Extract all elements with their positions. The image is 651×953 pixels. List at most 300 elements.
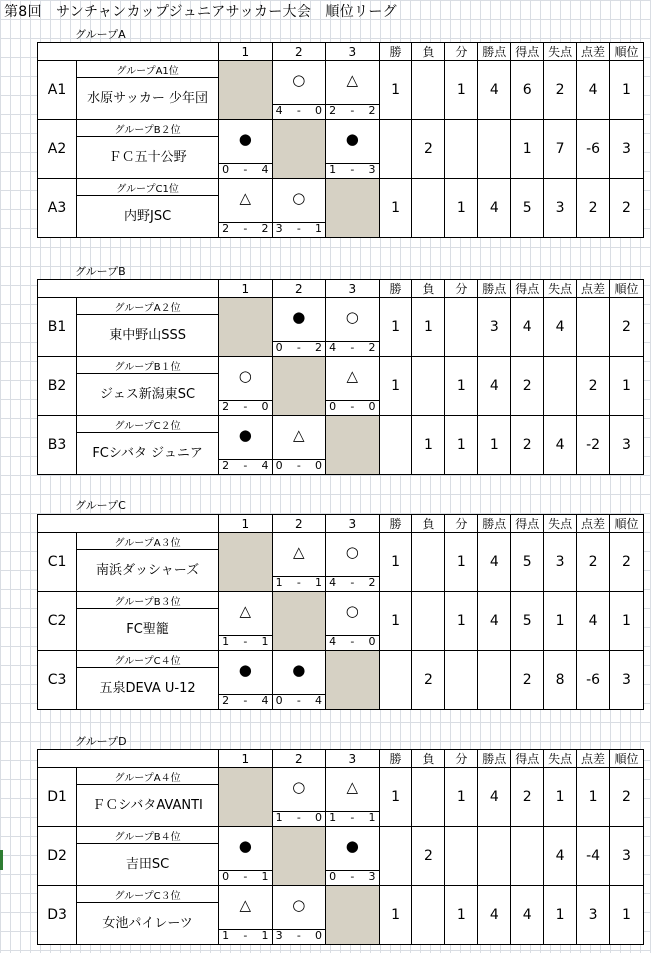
team-code: A3 — [38, 179, 77, 238]
column-header: 失点 — [544, 280, 577, 298]
column-header: 得点 — [511, 750, 544, 768]
rank: 1 — [610, 61, 644, 120]
goal-diff: -6 — [577, 651, 610, 710]
match-result — [326, 357, 380, 416]
score-part: 2 — [315, 341, 323, 354]
team-row — [38, 827, 644, 844]
points — [478, 120, 511, 179]
points: 3 — [478, 298, 511, 357]
column-header: 勝 — [379, 515, 412, 533]
goals-for: 4 — [511, 298, 544, 357]
match-score — [326, 341, 379, 355]
goals-for: 6 — [511, 61, 544, 120]
self-match-cell — [326, 179, 380, 238]
goals-for: 1 — [511, 120, 544, 179]
match-result — [272, 61, 326, 120]
score-part: 0 — [315, 929, 323, 942]
score-part: 2 — [222, 222, 230, 235]
score-part: 4 — [315, 694, 323, 707]
match-score — [326, 576, 379, 590]
score-part: - — [350, 163, 355, 176]
self-match-cell — [219, 533, 273, 592]
result-symbol: ● — [238, 837, 252, 855]
score-part: - — [243, 870, 248, 883]
match-result — [219, 651, 273, 710]
match-result — [219, 179, 273, 238]
score-part: 1 — [222, 635, 230, 648]
column-header: 負 — [412, 43, 445, 61]
goal-diff: 2 — [577, 533, 610, 592]
score-part: 4 — [261, 459, 269, 472]
result-symbol: ● — [292, 661, 306, 679]
losses — [412, 886, 445, 945]
score-part: 0 — [275, 459, 283, 472]
draws — [445, 651, 478, 710]
team-row — [38, 886, 644, 903]
score-part: - — [296, 811, 301, 824]
score-part: - — [350, 400, 355, 413]
team-name: ＦＣ五十公野 — [77, 137, 219, 179]
goals-against: 1 — [544, 886, 577, 945]
team-row — [38, 651, 644, 668]
score-part: 1 — [275, 576, 283, 589]
column-header: 得点 — [511, 515, 544, 533]
points: 4 — [478, 592, 511, 651]
score-part: 0 — [275, 341, 283, 354]
score-part: - — [296, 929, 301, 942]
score-part: 1 — [261, 870, 269, 883]
score-part: 0 — [368, 635, 376, 648]
score-part: 1 — [261, 929, 269, 942]
match-result — [272, 768, 326, 827]
draws — [445, 120, 478, 179]
score-part: 3 — [275, 222, 283, 235]
score-part: 1 — [275, 811, 283, 824]
result-symbol: △ — [346, 367, 359, 385]
column-header: 失点 — [544, 43, 577, 61]
draws — [445, 298, 478, 357]
losses: 1 — [412, 416, 445, 475]
points: 4 — [478, 61, 511, 120]
score-part: 4 — [329, 635, 337, 648]
column-header: 3 — [326, 280, 380, 298]
goal-diff — [577, 298, 610, 357]
score-part: 1 — [222, 929, 230, 942]
match-result — [272, 416, 326, 475]
match-result — [272, 886, 326, 945]
team-name: 内野JSC — [77, 196, 219, 238]
column-header: 1 — [219, 43, 273, 61]
score-part: 2 — [222, 459, 230, 472]
draws: 1 — [445, 416, 478, 475]
result-symbol: ● — [345, 130, 359, 148]
column-header: 点差 — [577, 750, 610, 768]
score-part: 2 — [222, 694, 230, 707]
match-result — [219, 416, 273, 475]
rank: 3 — [610, 651, 644, 710]
score-part: - — [296, 694, 301, 707]
wins: 1 — [379, 357, 412, 416]
group-table — [37, 514, 644, 710]
rank: 3 — [610, 827, 644, 886]
result-symbol: ● — [292, 308, 306, 326]
column-header: 勝点 — [478, 43, 511, 61]
result-symbol: ○ — [292, 778, 306, 796]
team-row — [38, 357, 644, 374]
self-match-cell — [272, 120, 326, 179]
losses — [412, 179, 445, 238]
column-header: 3 — [326, 750, 380, 768]
match-result — [326, 768, 380, 827]
score-part: 4 — [261, 694, 269, 707]
goal-diff: -6 — [577, 120, 610, 179]
goal-diff: 1 — [577, 768, 610, 827]
team-code: D2 — [38, 827, 77, 886]
goals-for: 2 — [511, 357, 544, 416]
goals-for: 5 — [511, 179, 544, 238]
rank: 1 — [610, 886, 644, 945]
seed-label: グループA２位 — [77, 298, 219, 315]
column-header: 分 — [445, 750, 478, 768]
score-part: 4 — [261, 163, 269, 176]
goals-for: 5 — [511, 533, 544, 592]
column-header: 順位 — [610, 515, 644, 533]
score-part: - — [243, 635, 248, 648]
score-part: 1 — [329, 163, 337, 176]
draws: 1 — [445, 179, 478, 238]
result-symbol: ○ — [292, 189, 306, 207]
match-score — [219, 163, 272, 177]
team-name: 吉田SC — [77, 844, 219, 886]
column-header: 失点 — [544, 515, 577, 533]
score-part: 3 — [368, 870, 376, 883]
goals-against: 8 — [544, 651, 577, 710]
match-score — [326, 870, 379, 884]
match-score — [219, 400, 272, 414]
losses — [412, 768, 445, 827]
score-part: 3 — [275, 929, 283, 942]
column-header: 勝 — [379, 280, 412, 298]
score-part: 2 — [368, 576, 376, 589]
seed-label: グループC1位 — [77, 179, 219, 196]
column-header: 点差 — [577, 43, 610, 61]
wins — [379, 651, 412, 710]
team-code: B1 — [38, 298, 77, 357]
match-result — [272, 298, 326, 357]
goals-for — [511, 827, 544, 886]
team-code: C1 — [38, 533, 77, 592]
match-result — [326, 298, 380, 357]
team-code: B2 — [38, 357, 77, 416]
seed-label: グループB２位 — [77, 120, 219, 137]
score-part: - — [350, 341, 355, 354]
match-score — [326, 163, 379, 177]
points: 4 — [478, 179, 511, 238]
self-match-cell — [219, 298, 273, 357]
result-symbol: △ — [239, 896, 252, 914]
team-row — [38, 298, 644, 315]
match-score — [326, 811, 379, 825]
rank: 1 — [610, 592, 644, 651]
goal-diff: 4 — [577, 61, 610, 120]
score-part: 2 — [329, 104, 337, 117]
goals-against: 3 — [544, 179, 577, 238]
losses — [412, 592, 445, 651]
wins: 1 — [379, 592, 412, 651]
self-match-cell — [326, 416, 380, 475]
score-part: - — [296, 576, 301, 589]
seed-label: グループC２位 — [77, 416, 219, 433]
match-result — [219, 120, 273, 179]
score-part: - — [243, 163, 248, 176]
seed-label: グループB４位 — [77, 827, 219, 844]
header-corner — [38, 750, 219, 768]
column-header: 順位 — [610, 280, 644, 298]
column-header: 順位 — [610, 43, 644, 61]
goals-against: 1 — [544, 592, 577, 651]
wins — [379, 416, 412, 475]
team-row — [38, 768, 644, 785]
column-header: 得点 — [511, 43, 544, 61]
team-code: C3 — [38, 651, 77, 710]
points: 4 — [478, 886, 511, 945]
self-match-cell — [326, 651, 380, 710]
goals-against: 4 — [544, 416, 577, 475]
score-part: 4 — [329, 341, 337, 354]
draws: 1 — [445, 592, 478, 651]
losses: 1 — [412, 298, 445, 357]
column-header: 勝点 — [478, 280, 511, 298]
column-header: 負 — [412, 515, 445, 533]
score-part: - — [296, 222, 301, 235]
result-symbol: ● — [238, 130, 252, 148]
column-header: 2 — [272, 280, 326, 298]
score-part: - — [243, 694, 248, 707]
draws: 1 — [445, 61, 478, 120]
score-part: - — [350, 811, 355, 824]
team-row — [38, 592, 644, 609]
score-part: - — [350, 635, 355, 648]
points — [478, 651, 511, 710]
goal-diff: -2 — [577, 416, 610, 475]
losses: 2 — [412, 827, 445, 886]
score-part: 4 — [275, 104, 283, 117]
result-symbol: ○ — [345, 543, 359, 561]
score-part: 1 — [368, 811, 376, 824]
team-code: A1 — [38, 61, 77, 120]
goals-against: 7 — [544, 120, 577, 179]
page-title: 第8回 サンチャンカップジュニアサッカー大会 順位リーグ — [4, 4, 397, 20]
team-name: 東中野山SSS — [77, 315, 219, 357]
match-result — [219, 592, 273, 651]
draws: 1 — [445, 533, 478, 592]
score-part: - — [350, 576, 355, 589]
match-result — [219, 357, 273, 416]
score-part: 0 — [329, 870, 337, 883]
score-part: 0 — [275, 694, 283, 707]
draws: 1 — [445, 886, 478, 945]
header-row — [38, 280, 644, 298]
losses — [412, 61, 445, 120]
column-header: 順位 — [610, 750, 644, 768]
goals-for: 5 — [511, 592, 544, 651]
group-label: グループA — [75, 28, 126, 41]
seed-label: グループB３位 — [77, 592, 219, 609]
team-code: A2 — [38, 120, 77, 179]
score-part: - — [296, 104, 301, 117]
column-header: 勝 — [379, 750, 412, 768]
goals-against: 1 — [544, 768, 577, 827]
header-corner — [38, 43, 219, 61]
group-table — [37, 749, 644, 945]
match-score — [219, 929, 272, 943]
seed-label: グループA３位 — [77, 533, 219, 550]
points: 4 — [478, 768, 511, 827]
column-header: 1 — [219, 750, 273, 768]
team-name: FC聖籠 — [77, 609, 219, 651]
goal-diff: 2 — [577, 179, 610, 238]
team-name: ジェス新潟東SC — [77, 374, 219, 416]
wins: 1 — [379, 298, 412, 357]
result-symbol: ● — [345, 837, 359, 855]
match-score — [273, 459, 326, 473]
goals-for: 2 — [511, 768, 544, 827]
column-header: 負 — [412, 280, 445, 298]
score-part: 1 — [315, 576, 323, 589]
score-part: - — [243, 929, 248, 942]
group-label: グループD — [75, 735, 127, 748]
group-table — [37, 279, 644, 475]
draws: 1 — [445, 768, 478, 827]
wins — [379, 827, 412, 886]
result-symbol: ● — [238, 426, 252, 444]
team-name: 水原サッカー 少年団 — [77, 78, 219, 120]
result-symbol: ○ — [292, 896, 306, 914]
wins: 1 — [379, 533, 412, 592]
score-part: 2 — [368, 341, 376, 354]
seed-label: グループA４位 — [77, 768, 219, 785]
self-match-cell — [272, 827, 326, 886]
score-part: 0 — [222, 163, 230, 176]
goals-against — [544, 357, 577, 416]
self-match-cell — [272, 592, 326, 651]
score-part: - — [350, 870, 355, 883]
self-match-cell — [219, 768, 273, 827]
match-score — [219, 459, 272, 473]
column-header: 失点 — [544, 750, 577, 768]
goals-against: 4 — [544, 298, 577, 357]
goals-for: 2 — [511, 651, 544, 710]
column-header: 1 — [219, 515, 273, 533]
column-header: 勝点 — [478, 750, 511, 768]
team-name: FCシバタ ジュニア — [77, 433, 219, 475]
score-part: 0 — [368, 400, 376, 413]
points: 1 — [478, 416, 511, 475]
group-label: グループC — [75, 499, 126, 512]
match-score — [219, 694, 272, 708]
losses — [412, 533, 445, 592]
result-symbol: ○ — [292, 71, 306, 89]
score-part: 1 — [329, 811, 337, 824]
match-result — [326, 120, 380, 179]
result-symbol: △ — [293, 426, 305, 444]
score-part: 0 — [315, 811, 323, 824]
result-symbol: △ — [346, 71, 359, 89]
self-match-cell — [219, 61, 273, 120]
header-row — [38, 750, 644, 768]
match-score — [273, 576, 326, 590]
rank: 2 — [610, 533, 644, 592]
column-header: 分 — [445, 280, 478, 298]
losses — [412, 357, 445, 416]
goal-diff: 4 — [577, 592, 610, 651]
wins: 1 — [379, 886, 412, 945]
match-score — [326, 635, 379, 649]
column-header: 点差 — [577, 280, 610, 298]
wins: 1 — [379, 768, 412, 827]
points: 4 — [478, 533, 511, 592]
result-symbol: ○ — [345, 308, 359, 326]
header-row — [38, 43, 644, 61]
team-row — [38, 179, 644, 196]
goals-for: 4 — [511, 886, 544, 945]
match-score — [273, 694, 326, 708]
match-score — [326, 400, 379, 414]
column-header: 分 — [445, 43, 478, 61]
match-result — [219, 827, 273, 886]
goals-against: 4 — [544, 827, 577, 886]
column-header: 負 — [412, 750, 445, 768]
score-part: - — [243, 222, 248, 235]
match-score — [219, 635, 272, 649]
match-score — [273, 341, 326, 355]
column-header: 3 — [326, 515, 380, 533]
result-symbol: ○ — [238, 367, 252, 385]
match-score — [273, 222, 326, 236]
score-part: 0 — [222, 870, 230, 883]
score-part: 1 — [315, 222, 323, 235]
column-header: 分 — [445, 515, 478, 533]
score-part: 0 — [315, 104, 323, 117]
match-score — [326, 104, 379, 118]
header-row — [38, 515, 644, 533]
result-symbol: ○ — [345, 602, 359, 620]
goals-against: 3 — [544, 533, 577, 592]
score-part: 3 — [368, 163, 376, 176]
column-header: 2 — [272, 515, 326, 533]
goals-against: 2 — [544, 61, 577, 120]
team-name: ＦＣシバタAVANTI — [77, 785, 219, 827]
match-result — [272, 179, 326, 238]
team-row — [38, 61, 644, 78]
team-name: 南浜ダッシャーズ — [77, 550, 219, 592]
seed-label: グループB１位 — [77, 357, 219, 374]
match-score — [273, 929, 326, 943]
column-header: 勝 — [379, 43, 412, 61]
wins: 1 — [379, 179, 412, 238]
result-symbol: △ — [293, 543, 305, 561]
rank: 1 — [610, 357, 644, 416]
column-header: 点差 — [577, 515, 610, 533]
column-header: 2 — [272, 750, 326, 768]
seed-label: グループA1位 — [77, 61, 219, 78]
match-score — [273, 811, 326, 825]
match-result — [326, 533, 380, 592]
match-result — [272, 533, 326, 592]
score-part: 0 — [329, 400, 337, 413]
sheet-edge-marker — [0, 850, 3, 870]
score-part: 2 — [261, 222, 269, 235]
